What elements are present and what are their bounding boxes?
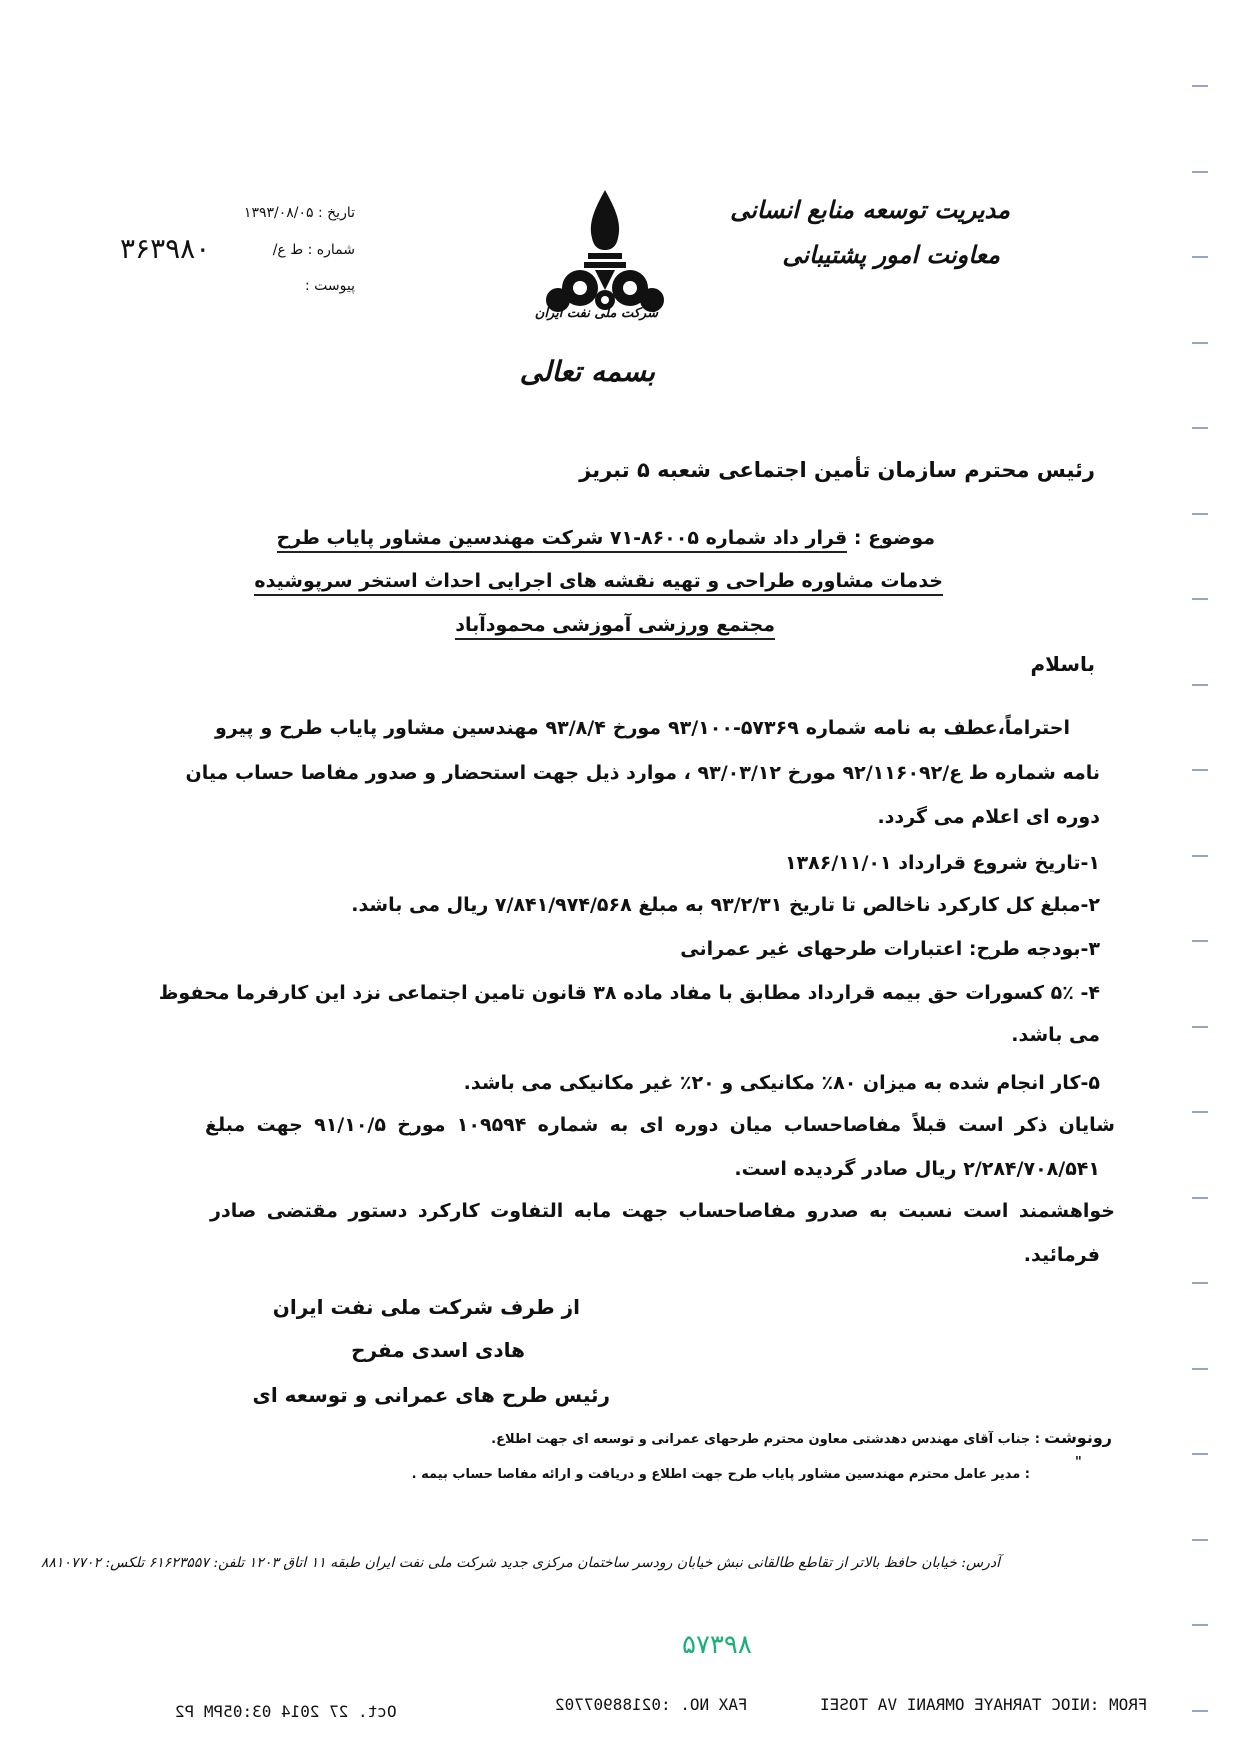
date-value: ۱۳۹۳/۰۸/۰۵	[243, 205, 314, 221]
body-line: دوره ای اعلام می گردد.	[877, 806, 1100, 828]
body-line: فرمائید.	[1023, 1244, 1100, 1266]
edge-mark	[1192, 342, 1208, 344]
cc-ditto: "	[1075, 1455, 1082, 1470]
attachment-label: پیوست :	[305, 278, 355, 294]
edge-mark	[1192, 598, 1208, 600]
fax-timestamp: Oct. 27 2014 03:05PM P2	[175, 1702, 397, 1721]
fax-number: FAX NO. :02188907702	[555, 1695, 748, 1714]
cc-line-2: : مدیر عامل محترم مهندسین مشاور پایاب طرح جهت اطلاع و دریافت و ارائه مفاصا حساب بیمه .	[411, 1467, 1030, 1482]
handwritten-letter-number: ۳۶۳۹۸۰	[120, 232, 211, 265]
edge-mark	[1192, 1453, 1208, 1455]
edge-mark	[1192, 769, 1208, 771]
fax-from: FROM :NIOC TARHAYE OMRANI VA TOSEI	[820, 1695, 1148, 1714]
edge-mark	[1192, 1539, 1208, 1541]
body-line: نامه شماره ط ع/۹۲/۱۱۶۰۹۲ مورخ ۹۳/۰۳/۱۲ ، موارد ذیل جهت استحضار و صدور مفاصا حساب میان	[185, 762, 1100, 784]
department-line-1: مدیریت توسعه منابع انسانی	[730, 195, 1010, 224]
body-line: ۲/۲۸۴/۷۰۸/۵۴۱ ریال صادر گردیده است.	[734, 1158, 1100, 1180]
body-line: خواهشمند است نسبت به صدرو مفاصاحساب جهت مابه التفاوت کارکرد دستور مقتضی صادر	[210, 1200, 1115, 1222]
department-line-2: معاونت امور پشتیبانی	[782, 240, 1000, 269]
cc-label: رونوشت	[1044, 1428, 1112, 1447]
body-line: احتراماً،عطف به نامه شماره ۵۷۳۶۹-۹۳/۱۰۰ مورخ ۹۳/۸/۴ مهندسین مشاور پایاب طرح و پیرو	[215, 717, 1070, 739]
footer-address: آدرس: خیابان حافظ بالاتر از تقاطع طالقانی نبش خیابان رودسر ساختمان مرکزی جدید شرکت ملی نفت ایران طبقه ۱۱ اتاق ۱۲۰۳ تلفن: ۶۱۶۲۳۵۵۷ تلکس: ۸۸۱۰۷۷۰۲	[40, 1555, 1000, 1571]
edge-mark	[1192, 256, 1208, 258]
edge-mark	[1192, 1197, 1208, 1199]
subject-line-2: خدمات مشاوره طراحی و تهیه نقشه های اجرایی احداث استخر سرپوشیده	[254, 570, 943, 596]
edge-mark	[1192, 1624, 1208, 1626]
signatory-title: رئیس طرح های عمرانی و توسعه ای	[252, 1383, 610, 1407]
list-item: ۳-بودجه طرح: اعتبارات طرحهای غیر عمرانی	[680, 938, 1100, 960]
nioc-logo	[534, 188, 670, 338]
edge-mark	[1192, 855, 1208, 857]
edge-mark	[1192, 513, 1208, 515]
subject-label: موضوع :	[853, 527, 935, 549]
date-field	[244, 205, 355, 221]
edge-mark	[1192, 940, 1208, 942]
list-item: ۴- ۵٪ کسورات حق بیمه قرارداد مطابق با مفاد ماده ۳۸ قانون تامین اجتماعی نزد این کارفرما محفوظ	[158, 982, 1100, 1004]
edge-mark	[1192, 1026, 1208, 1028]
logo-caption: شرکت ملی نفت ایران	[534, 306, 658, 321]
greeting: باسلام	[1030, 652, 1095, 676]
list-item: ۵-کار انجام شده به میزان ۸۰٪ مکانیکی و ۲۰٪ غیر مکانیکی می باشد.	[463, 1072, 1100, 1094]
list-item: ۱-تاریخ شروع قرارداد ۱۳۸۶/۱۱/۰۱	[784, 852, 1100, 874]
edge-mark	[1192, 1710, 1208, 1712]
recipient: رئیس محترم سازمان تأمین اجتماعی شعبه ۵ تبریز	[579, 458, 1095, 482]
signatory-name: هادی اسدی مفرح	[351, 1338, 525, 1362]
edge-mark	[1192, 1282, 1208, 1284]
edge-mark	[1192, 427, 1208, 429]
invocation: بسمه تعالی	[519, 355, 655, 388]
edge-mark	[1192, 1368, 1208, 1370]
subject-line-1	[277, 527, 935, 549]
date-label: تاریخ :	[317, 205, 355, 221]
signature-org: از طرف شرکت ملی نفت ایران	[272, 1295, 580, 1319]
edge-mark	[1192, 684, 1208, 686]
edge-mark	[1192, 171, 1208, 173]
edge-mark	[1192, 85, 1208, 87]
list-item: ۲-مبلغ کل کارکرد ناخالص تا تاریخ ۹۳/۲/۳۱ به مبلغ ۷/۸۴۱/۹۷۴/۵۶۸ ریال می باشد.	[351, 894, 1100, 916]
edge-mark	[1192, 1111, 1208, 1113]
number-label: شماره : ط ع/	[272, 242, 355, 258]
cc-line-1: : جناب آقای مهندس دهدشتی معاون محترم طرحهای عمرانی و توسعه ای جهت اطلاع.	[491, 1432, 1040, 1447]
body-line: شایان ذکر است قبلاً مفاصاحساب میان دوره ای به شماره ۱۰۹۵۹۴ مورخ ۹۱/۱۰/۵ جهت مبلغ	[205, 1114, 1115, 1136]
subject-line-3: مجتمع ورزشی آموزشی محمودآباد	[455, 614, 775, 640]
handwritten-receipt-number: ۵۷۳۹۸	[682, 1630, 752, 1660]
subject-text-1: قرار داد شماره ۸۶۰۰۵-۷۱ شرکت مهندسین مشاور پایاب طرح	[277, 527, 848, 553]
body-line: می باشد.	[1011, 1024, 1100, 1046]
